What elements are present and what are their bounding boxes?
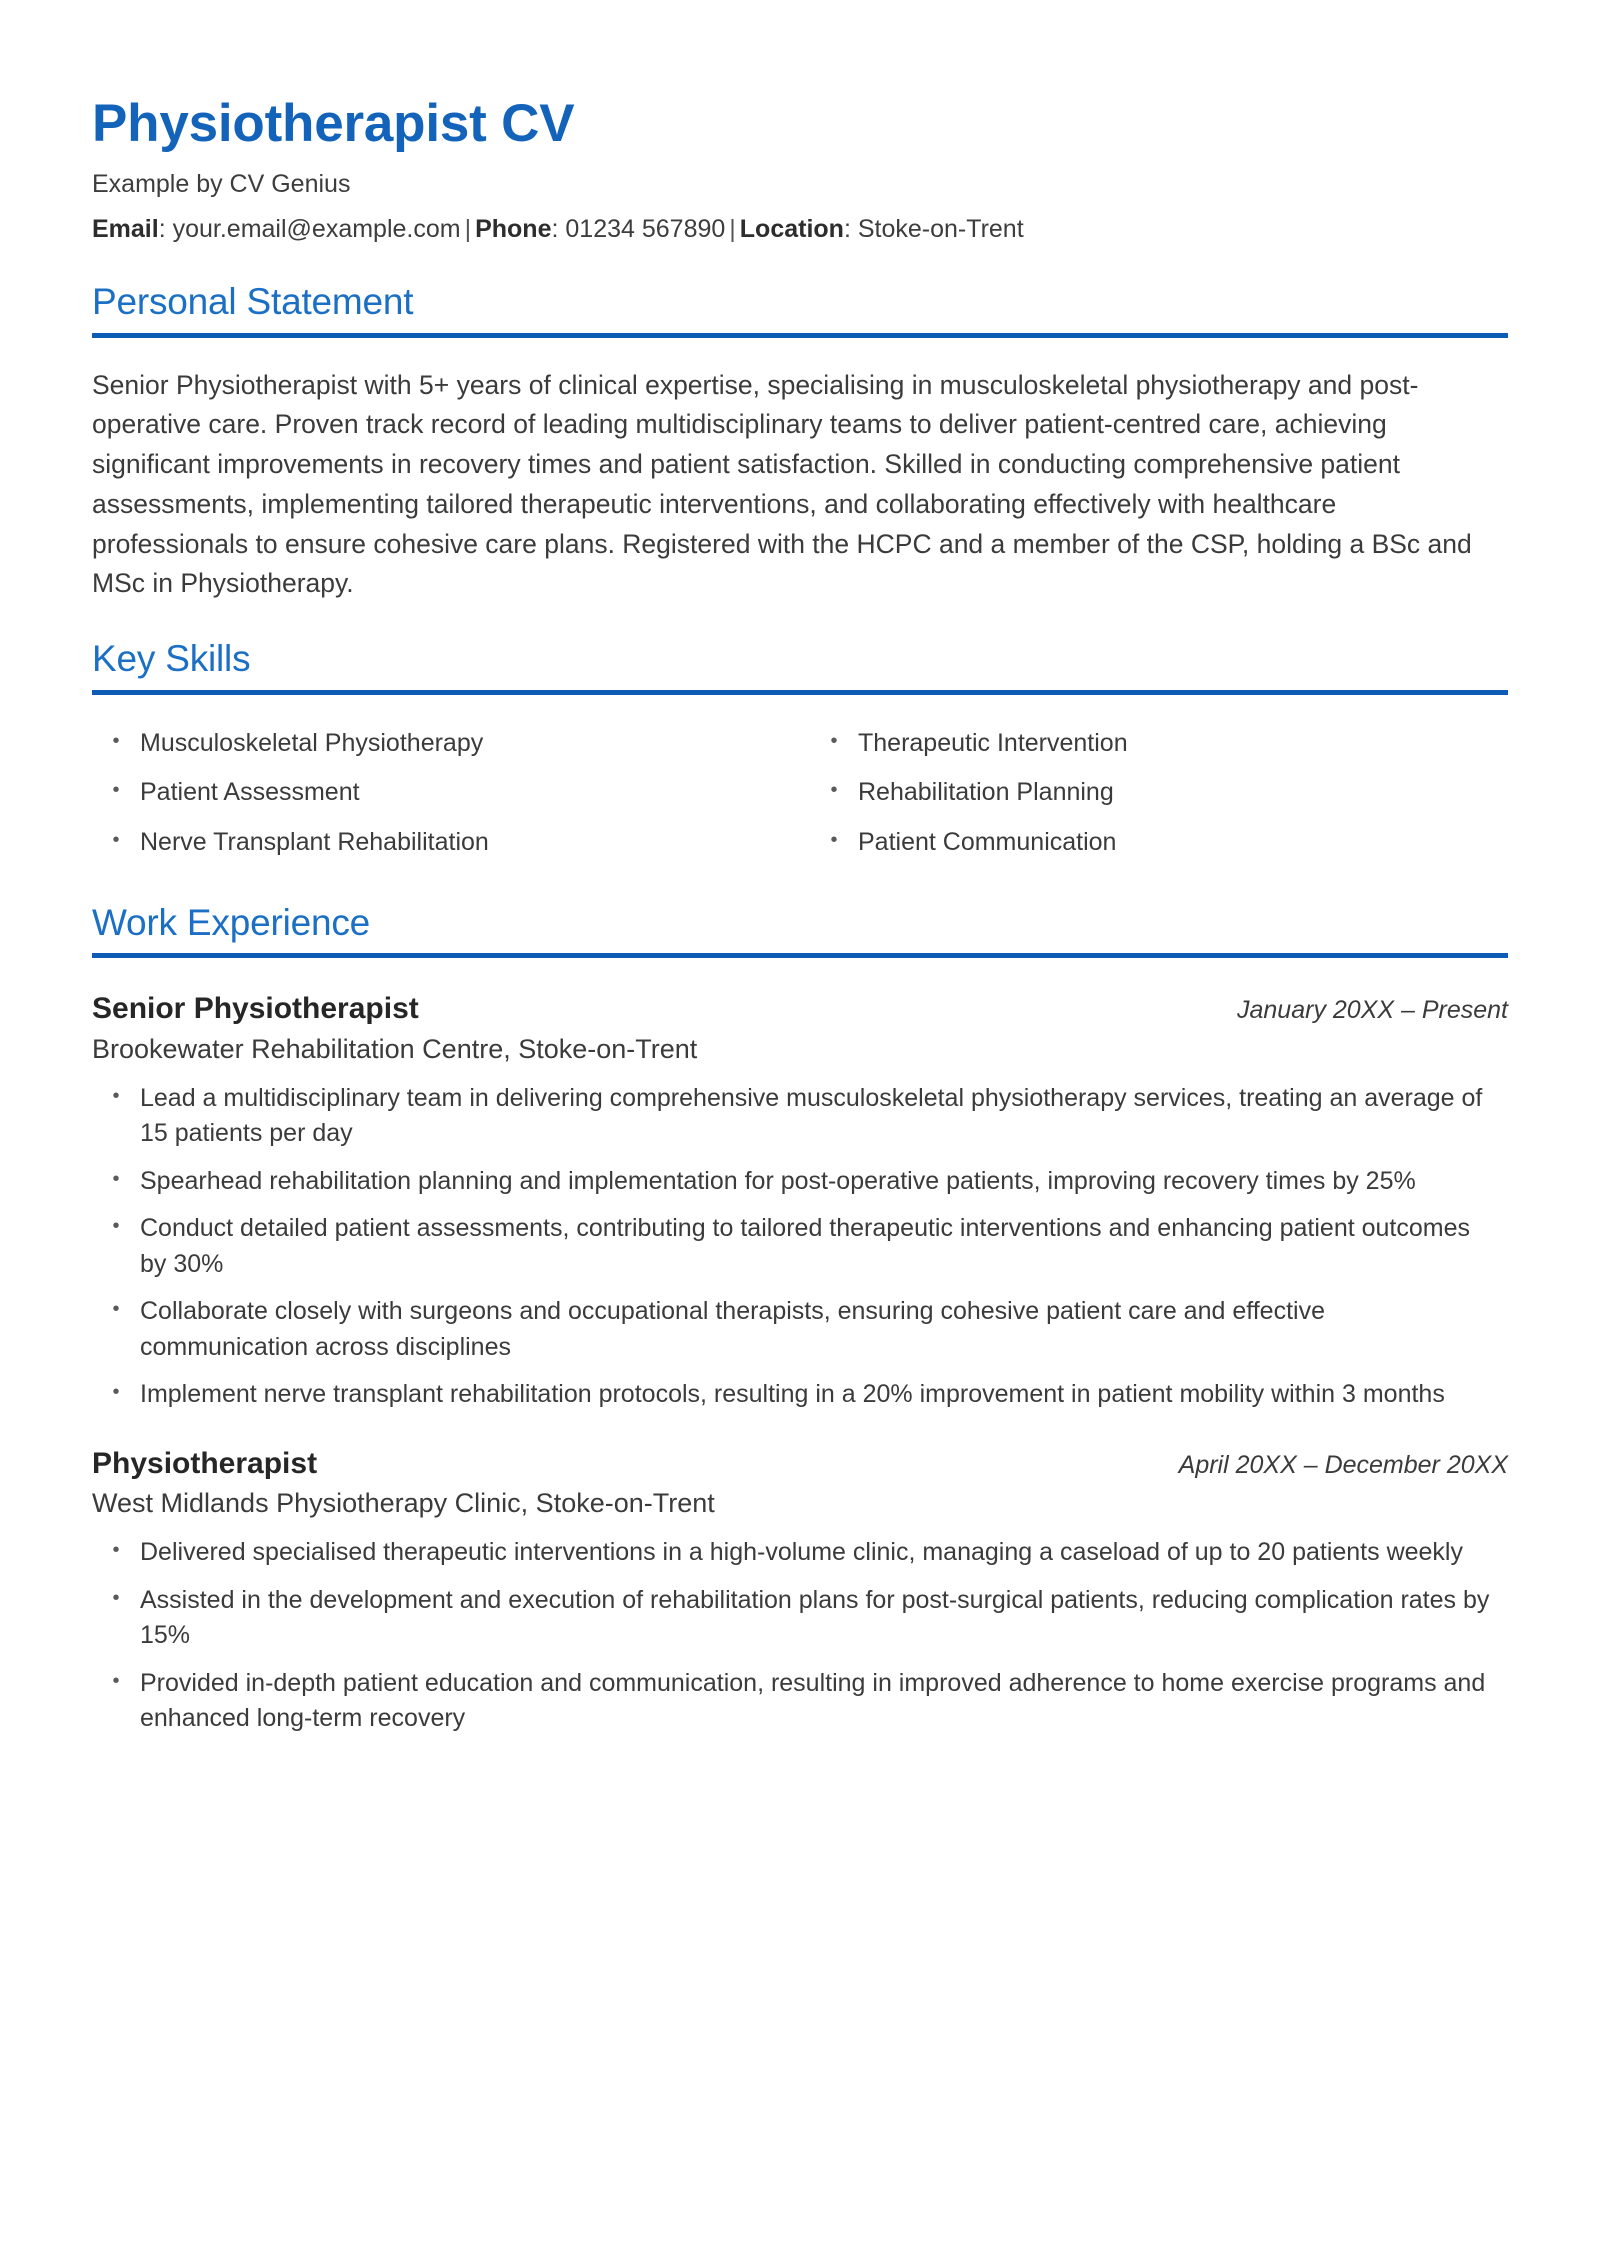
list-item: [810, 768, 1508, 818]
section-heading-work-experience: Work Experience: [92, 901, 371, 943]
byline: Example by CV Genius: [92, 169, 351, 198]
email-value: : your.email@example.com: [158, 215, 461, 244]
bullet-icon: •: [112, 729, 120, 752]
section-rule-work-experience: [92, 953, 1508, 958]
list-item: [92, 1164, 1508, 1200]
job-title: Physiotherapist: [92, 1446, 318, 1480]
location-label: Location: [739, 215, 844, 244]
job-dates: April 20XX – December 20XX: [1178, 1450, 1508, 1479]
contact-line: [92, 213, 1508, 247]
skill-label: Therapeutic Intervention: [858, 728, 1128, 757]
bullet-icon: •: [830, 729, 838, 752]
section-key-skills: [92, 638, 1508, 868]
bullet-icon: •: [112, 1298, 120, 1321]
list-item: [810, 719, 1508, 769]
list-item: [92, 818, 790, 868]
job-header-row: [92, 1445, 1508, 1483]
list-item: [92, 1211, 1508, 1282]
section-personal-statement: [92, 281, 1508, 604]
list-item: [92, 1081, 1508, 1152]
section-rule-key-skills: [92, 690, 1508, 695]
job-bullet-text: Implement nerve transplant rehabilitation protocols, resulting in a 20% improvement in patient mobility within 3 months: [140, 1380, 1445, 1409]
section-heading-personal-statement: Personal Statement: [92, 281, 414, 323]
work-experience-entry: [92, 1445, 1508, 1737]
page-title: Physiotherapist CV: [92, 94, 575, 153]
job-bullet-text: Conduct detailed patient assessments, contributing to tailored therapeutic interventions and enhancing patient outcomes by 30%: [140, 1214, 1471, 1278]
section-heading-key-skills: Key Skills: [92, 638, 251, 680]
bullet-icon: •: [112, 829, 120, 852]
key-skills-grid: [92, 719, 1508, 868]
list-item: [92, 768, 790, 818]
skill-label: Rehabilitation Planning: [858, 778, 1114, 807]
skill-label: Patient Communication: [858, 828, 1117, 857]
bullet-icon: •: [112, 1381, 120, 1404]
work-experience-entry: [92, 990, 1508, 1413]
list-item: [92, 1294, 1508, 1365]
job-bullet-text: Provided in-depth patient education and communication, resulting in improved adherence to home exercise programs and enhanced long-term recovery: [140, 1668, 1486, 1733]
job-title: Senior Physiotherapist: [92, 992, 419, 1026]
personal-statement-body: Senior Physiotherapist with 5+ years of clinical expertise, specialising in musculoskeletal physiotherapy and post-operative care. Proven track record of leading multidisciplinary teams to deliver patient-centred care, achieving significant improvements in recovery times and patient satisfaction. Skilled in conducting comprehensive patient assessments, implementing tailored therapeutic interventions, and collaborating effectively with healthcare professionals to ensure cohesive care plans. Registered with the HCPC and a member of the CSP, holding a BSc and MSc in Physiotherapy.: [92, 369, 1472, 599]
email-label: Email: [92, 215, 159, 244]
job-header-row: [92, 990, 1508, 1028]
job-bullet-list: [92, 1081, 1508, 1413]
list-item: [810, 818, 1508, 868]
job-bullet-list: [92, 1535, 1508, 1737]
bullet-icon: •: [112, 1215, 120, 1238]
bullet-icon: •: [112, 1167, 120, 1190]
bullet-icon: •: [112, 1084, 120, 1107]
list-item: [92, 1377, 1508, 1413]
cv-header: [92, 96, 1508, 247]
bullet-icon: •: [112, 1669, 120, 1692]
list-item: [92, 1666, 1508, 1737]
bullet-icon: •: [830, 779, 838, 802]
skill-label: Patient Assessment: [140, 778, 360, 807]
phone-label: Phone: [475, 215, 552, 244]
bullet-icon: •: [112, 779, 120, 802]
job-bullet-text: Spearhead rehabilitation planning and implementation for post-operative patients, improving recovery times by 25%: [140, 1166, 1416, 1195]
job-bullet-text: Assisted in the development and execution of rehabilitation plans for post-surgical patients, reducing complication rates by 15%: [140, 1585, 1490, 1650]
job-bullet-text: Lead a multidisciplinary team in delivering comprehensive musculoskeletal physiotherapy services, treating an average of 15 patients per day: [140, 1083, 1483, 1148]
list-item: [92, 719, 790, 769]
job-bullet-text: Collaborate closely with surgeons and occupational therapists, ensuring cohesive patient care and effective communication across disciplines: [140, 1297, 1325, 1361]
bullet-icon: •: [830, 829, 838, 852]
bullet-icon: •: [112, 1586, 120, 1609]
skill-label: Nerve Transplant Rehabilitation: [140, 828, 489, 857]
job-employer: West Midlands Physiotherapy Clinic, Stoke-on-Trent: [92, 1488, 715, 1519]
contact-separator-1: |: [464, 215, 472, 244]
bullet-icon: •: [112, 1539, 120, 1562]
list-item: [92, 1583, 1508, 1654]
phone-value: : 01234 567890: [551, 215, 726, 244]
skill-label: Musculoskeletal Physiotherapy: [140, 728, 484, 757]
location-value: : Stoke-on-Trent: [843, 215, 1024, 244]
job-bullet-text: Delivered specialised therapeutic interventions in a high-volume clinic, managing a caseload of up to 20 patients weekly: [140, 1538, 1463, 1567]
section-work-experience: [92, 902, 1508, 1737]
section-rule-personal-statement: [92, 333, 1508, 338]
job-dates: January 20XX – Present: [1237, 996, 1508, 1025]
job-employer: Brookewater Rehabilitation Centre, Stoke-on-Trent: [92, 1033, 698, 1064]
contact-separator-2: |: [729, 215, 736, 244]
list-item: [92, 1535, 1508, 1571]
